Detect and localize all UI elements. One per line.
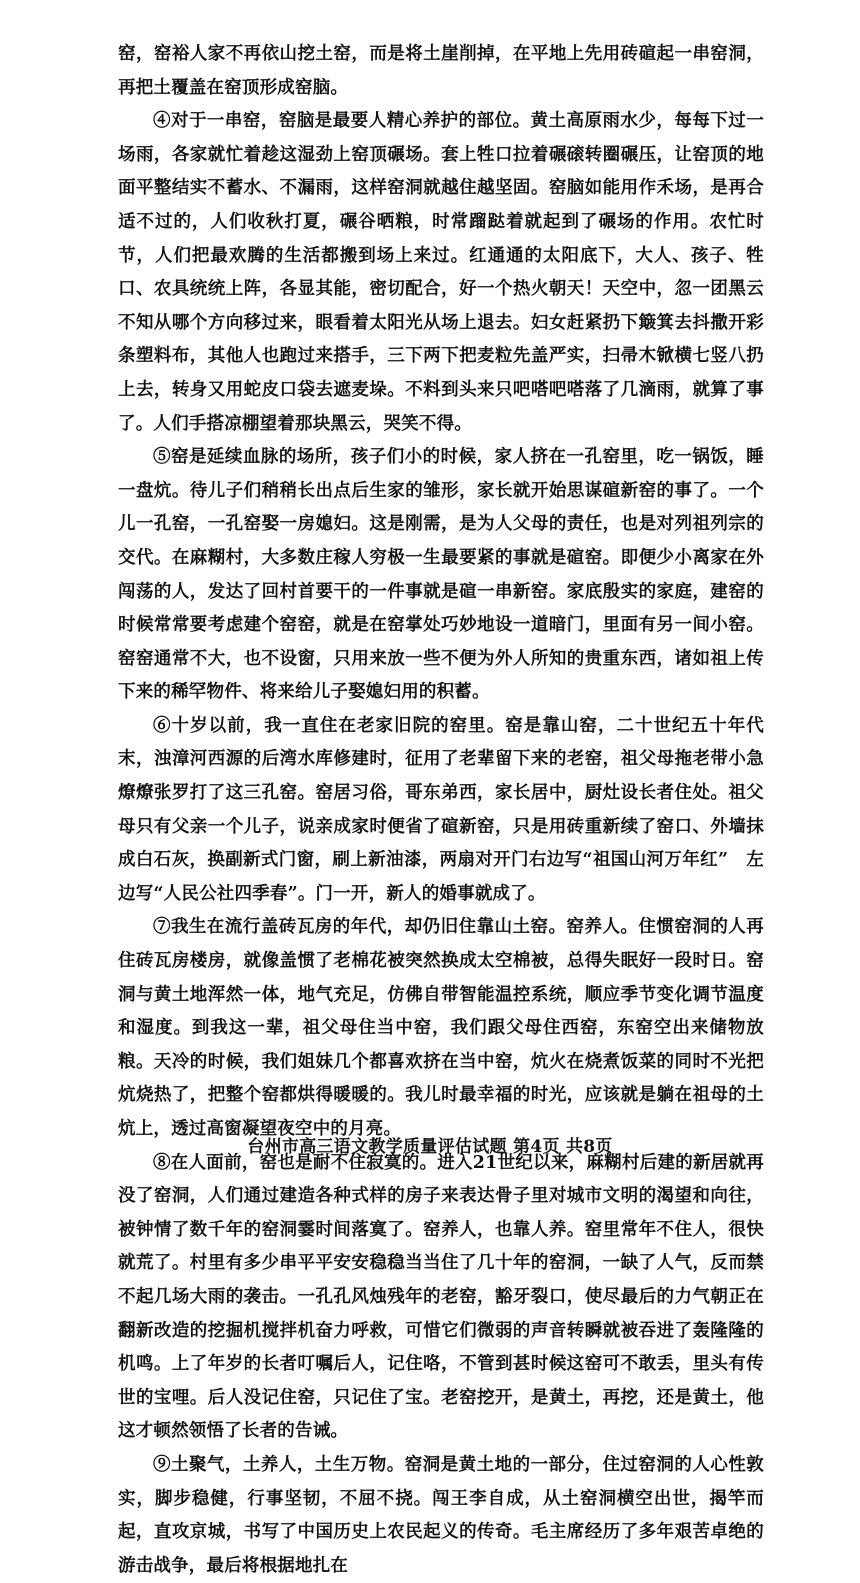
paragraph-6: ⑥十岁以前，我一直住在老家旧院的窑里。窑是靠山窑，二十世纪五十年代末，浊漳河西源的后湾水库修建时，征用了老辈留下来的老窑，祖父母拖老带小急燎燎张罗打了这三孔窑。窑居习俗，哥东弟西，家长居中，厨灶设长者住处。祖父母只有父亲一个儿子，说亲成家时便省了碹新窑，只是用砖重新续了窑口、外墙抹成白石灰，换副新式门窗，刷上新油漆，两扇对开门右边写“祖国山河万年红” 左边写“人民公社四季春”。门一开，新人的婚事就成了。 bbox=[118, 715, 764, 904]
page-footer: 台州市高三语文教学质量评估试题 第4页 共8页 bbox=[247, 1137, 613, 1157]
paragraph-continuation: 窑，窑裕人家不再依山挖土窑，而是将土崖削掉，在平地上先用砖碹起一串窑洞，再把土覆盖在窑顶形成窑脑。 bbox=[118, 44, 764, 98]
paragraph-5: ⑤窑是延续血脉的场所，孩子们小的时候，家人挤在一孔窑里，吃一锅饭，睡一盘炕。待儿子们稍稍长出点后生家的雏形，家长就开始思谋碹新窑的事了。一个儿一孔窑，一孔窑娶一房媳妇。这是刚需，是为人父母的责任，也是对列祖列宗的交代。在麻糊村，大多数庄稼人穷极一生最要紧的事就是碹窑。即便少小离家在外闯荡的人，发达了回村首要干的一件事就是碹一串新窑。家底殷实的家庭，建窑的时候常常要考虑建个窑窑，就是在窑掌处巧妙地设一道暗门，里面有另一间小窑。窑窑通常不大，也不设窗，只用来放一些不便为外人所知的贵重东西，诸如祖上传下来的稀罕物件、将来给儿子娶媳妇用的积蓄。 bbox=[118, 447, 764, 703]
paragraph-7: ⑦我生在流行盖砖瓦房的年代，却仍旧住靠山土窑。窑养人。住惯窑洞的人再住砖瓦房楼房，就像盖惯了老棉花被突然换成太空棉被，总得失眠好一段时日。窑洞与黄土地浑然一体，地气充足，仿佛自带智能温控系统，顺应季节变化调节温度和湿度。到我这一辈，祖父母住当中窑，我们跟父母住西窑，东窑空出来储物放粮。天冷的时候，我们姐妹几个都喜欢挤在当中窑，炕火在烧煮饭菜的同时不光把炕烧热了，把整个窑都烘得暖暖的。我儿时最幸福的时光，应该就是躺在祖母的土炕上，透过高窗凝望夜空中的月亮。 bbox=[118, 917, 764, 1139]
paragraph-4: ④对于一串窑，窑脑是最要人精心养护的部位。黄土高原雨水少，每每下过一场雨，各家就忙着趁这湿劲上窑顶碾场。套上牲口拉着碾磙转圈碾压，让窑顶的地面平整结实不蓄水、不漏雨，这样窑洞就越住越坚固。窑脑如能用作禾场，是再合适不过的，人们收秋打夏，碾谷晒粮，时常蹓跶着就起到了碾场的作用。农忙时节，人们把最欢腾的生活都搬到场上来过。红通通的太阳底下，大人、孩子、牲口、农具统统上阵，各显其能，密切配合，好一个热火朝天！天空中，忽一团黑云不知从哪个方向移过来，眼看着太阳光从场上退去。妇女赶紧扔下簸箕去抖撒开彩条塑料布，其他人也跑过来搭手，三下两下把麦粒先盖严实，扫帚木锨横七竖八扔上去，转身又用蛇皮口袋去遮麦垛。不料到头来只吧嗒吧嗒落了几滴雨，就算了事了。人们手搭凉棚望着那块黑云，哭笑不得。 bbox=[118, 111, 764, 434]
paragraph-9: ⑨土聚气，土养人，土生万物。窑洞是黄土地的一部分，住过窑洞的人心性敦实，脚步稳健，行事坚韧，不屈不挠。闯王李自成，从土窑洞横空出世，揭竿而起，直攻京城，书写了中国历史上农民起义的传奇。毛主席经历了多年艰苦卓绝的游击战争，最后将根据地扎在 bbox=[118, 1454, 764, 1576]
paragraph-8: ⑧在人面前，窑也是耐不住寂寞的。进入21世纪以来，麻糊村后建的新居就再没了窑洞，人们通过建造各种式样的房子来表达骨子里对城市文明的渴望和向往，被钟情了数千年的窑洞霎时间落寞了。窑养人，也靠人养。窑里常年不住人，很快就荒了。村里有多少串平平安安稳稳当当住了几十年的窑洞，一缺了人气，反而禁不起几场大雨的袭击。一孔孔风烛残年的老窑，豁牙裂口，使尽最后的力气朝正在翻新改造的挖掘机搅拌机奋力呼救，可惜它们微弱的声音转瞬就被吞进了轰隆隆的机鸣。上了年岁的长者叮嘱后人，记住咯，不管到甚时候这窑可不敢丢，里头有传世的宝哩。后人没记住窑，只记住了宝。老窑挖开，是黄土，再挖，还是黄土，他这才顿然领悟了长者的告诫。 bbox=[118, 1152, 764, 1442]
